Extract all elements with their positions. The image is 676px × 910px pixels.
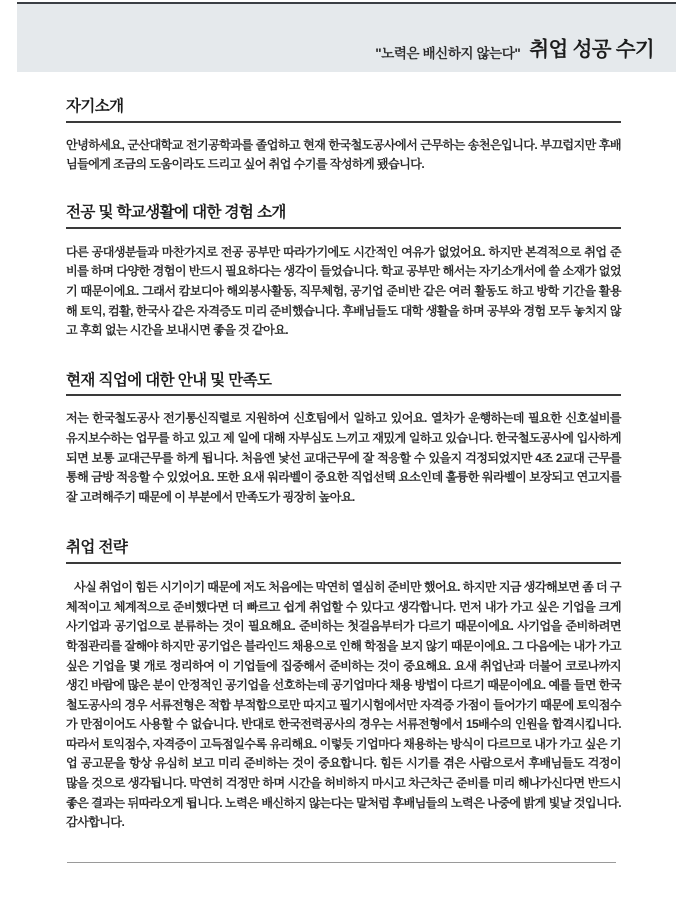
section-heading-current-job-and-satisfaction: 현재 직업에 대한 안내 및 만족도: [66, 372, 621, 397]
section-body-current-job-and-satisfaction: 저는 한국철도공사 전기통신직렬로 지원하여 신호팀에서 일하고 있어요. 열차가 운행하는데 필요한 신호설비를 유지보수하는 업무를 하고 있고 제 일에 대해 자부심도 느끼고 재밌게 일하고 있습니다. 한국철도공사에 입사하게 되면 보통 교대근무를 하게 됩니다. 처음엔 낯선 교대근무에 잘 적응할 수 있을지 걱정되었지만 4조 2교대 근무를 통해 금방 적응할 수 있었어요. 또한 요새 워라벨이 중요한 직업선택 요소인데 훌륭한 워라벨이 보장되고 연고지를 잘 고려해주기 때문에 이 부분에서 만족도가 굉장히 높아요.: [66, 411, 621, 504]
page-header-band: [17, 2, 676, 72]
document-content: [0, 72, 676, 863]
footer-divider: [67, 862, 616, 863]
section-employment-strategy: [66, 539, 621, 832]
section-body-major-and-school-life: 다른 공대생분들과 마찬가지로 전공 공부만 따라가기에도 시간적인 여유가 없었어요. 하지만 본격적으로 취업 준비를 하며 다양한 경험이 반드시 필요하다는 생각이 들었습니다. 학교 공부만 해서는 자기소개서에 쓸 소재가 없었기 때문이에요. 그래서 캄보디아 해외봉사활동, 직무체험, 공기업 준비반 같은 여러 활동도 하고 방학 기간을 활용해 토익, 컴활, 한국사 같은 자격증도 미리 준비했습니다. 후배님들도 대학 생활을 하며 공부와 경험 모두 놓치지 않고 후회 없는 시간을 보내시면 좋을 것 같아요.: [66, 244, 621, 338]
section-body-employment-strategy: 사실 취업이 힘든 시기이기 때문에 저도 처음에는 막연히 열심히 준비만 했어요. 하지만 지금 생각해보면 좀 더 구체적이고 체계적으로 준비했다면 더 빠르고 쉽게 취업할 수 있다고 생각합니다. 먼저 내가 가고 싶은 기업을 크게 사기업과 공기업으로 분류하는 것이 필요해요. 준비하는 첫걸음부터가 다르기 때문이에요. 사기업을 준비하려면 학점관리를 잘해야 하지만 공기업은 블라인드 채용으로 인해 학점을 보지 않기 때문이에요. 그 다음에는 내가 가고 싶은 기업을 몇 개로 정리하여 이 기업들에 집중해서 준비하는 것이 중요해요. 요새 취업난과 더불어 코로나까지 생긴 바람에 많은 분이 안정적인 공기업을 선호하는데 공기업마다 채용 방법이 다르기 때문이에요. 예를 들면 한국철도공사의 경우 서류전형은 적합 부적합으로만 따지고 필기시험에서만 자격증 가점이 들어가기 때문에 토익점수가 만점이어도 사용할 수 없습니다. 반대로 한국전력공사의 경우는 서류전형에서 15배수의 인원을 합격시킵니다. 따라서 토익점수, 자격증이 고득점일수록 유리해요. 이렇듯 기업마다 채용하는 방식이 다르므로 내가 가고 싶은 기업 공고문을 항상 유심히 보고 미리 준비하는 것이 중요합니다. 힘든 시기를 겪은 사람으로서 후배님들도 걱정이 많을 것으로 생각됩니다. 막연히 걱정만 하며 시간을 허비하지 마시고 차근차근 준비를 미리 해나가신다면 반드시 좋은 결과는 뒤따라오게 됩니다. 노력은 배신하지 않는다는 말처럼 후배님들의 노력은 나중에 밝게 빛날 것입니다. 감사합니다.: [66, 580, 621, 830]
header-quote: "노력은 배신하지 않는다": [375, 45, 521, 61]
section-heading-major-and-school-life: 전공 및 학교생활에 대한 경험 소개: [66, 204, 621, 229]
section-heading-employment-strategy: 취업 전략: [66, 539, 621, 564]
section-self-introduction: [66, 98, 621, 175]
section-body-self-introduction: 안녕하세요, 군산대학교 전기공학과를 졸업하고 현재 한국철도공사에서 근무하는 송천은입니다. 부끄럽지만 후배님들에게 조금의 도움이라도 드리고 싶어 취업 수기를 작성하게 됐습니다.: [66, 137, 621, 172]
header-title: 취업 성공 수기: [529, 37, 654, 61]
section-major-and-school-life: [66, 204, 621, 341]
section-current-job-and-satisfaction: [66, 372, 621, 508]
section-heading-self-introduction: 자기소개: [66, 98, 621, 123]
